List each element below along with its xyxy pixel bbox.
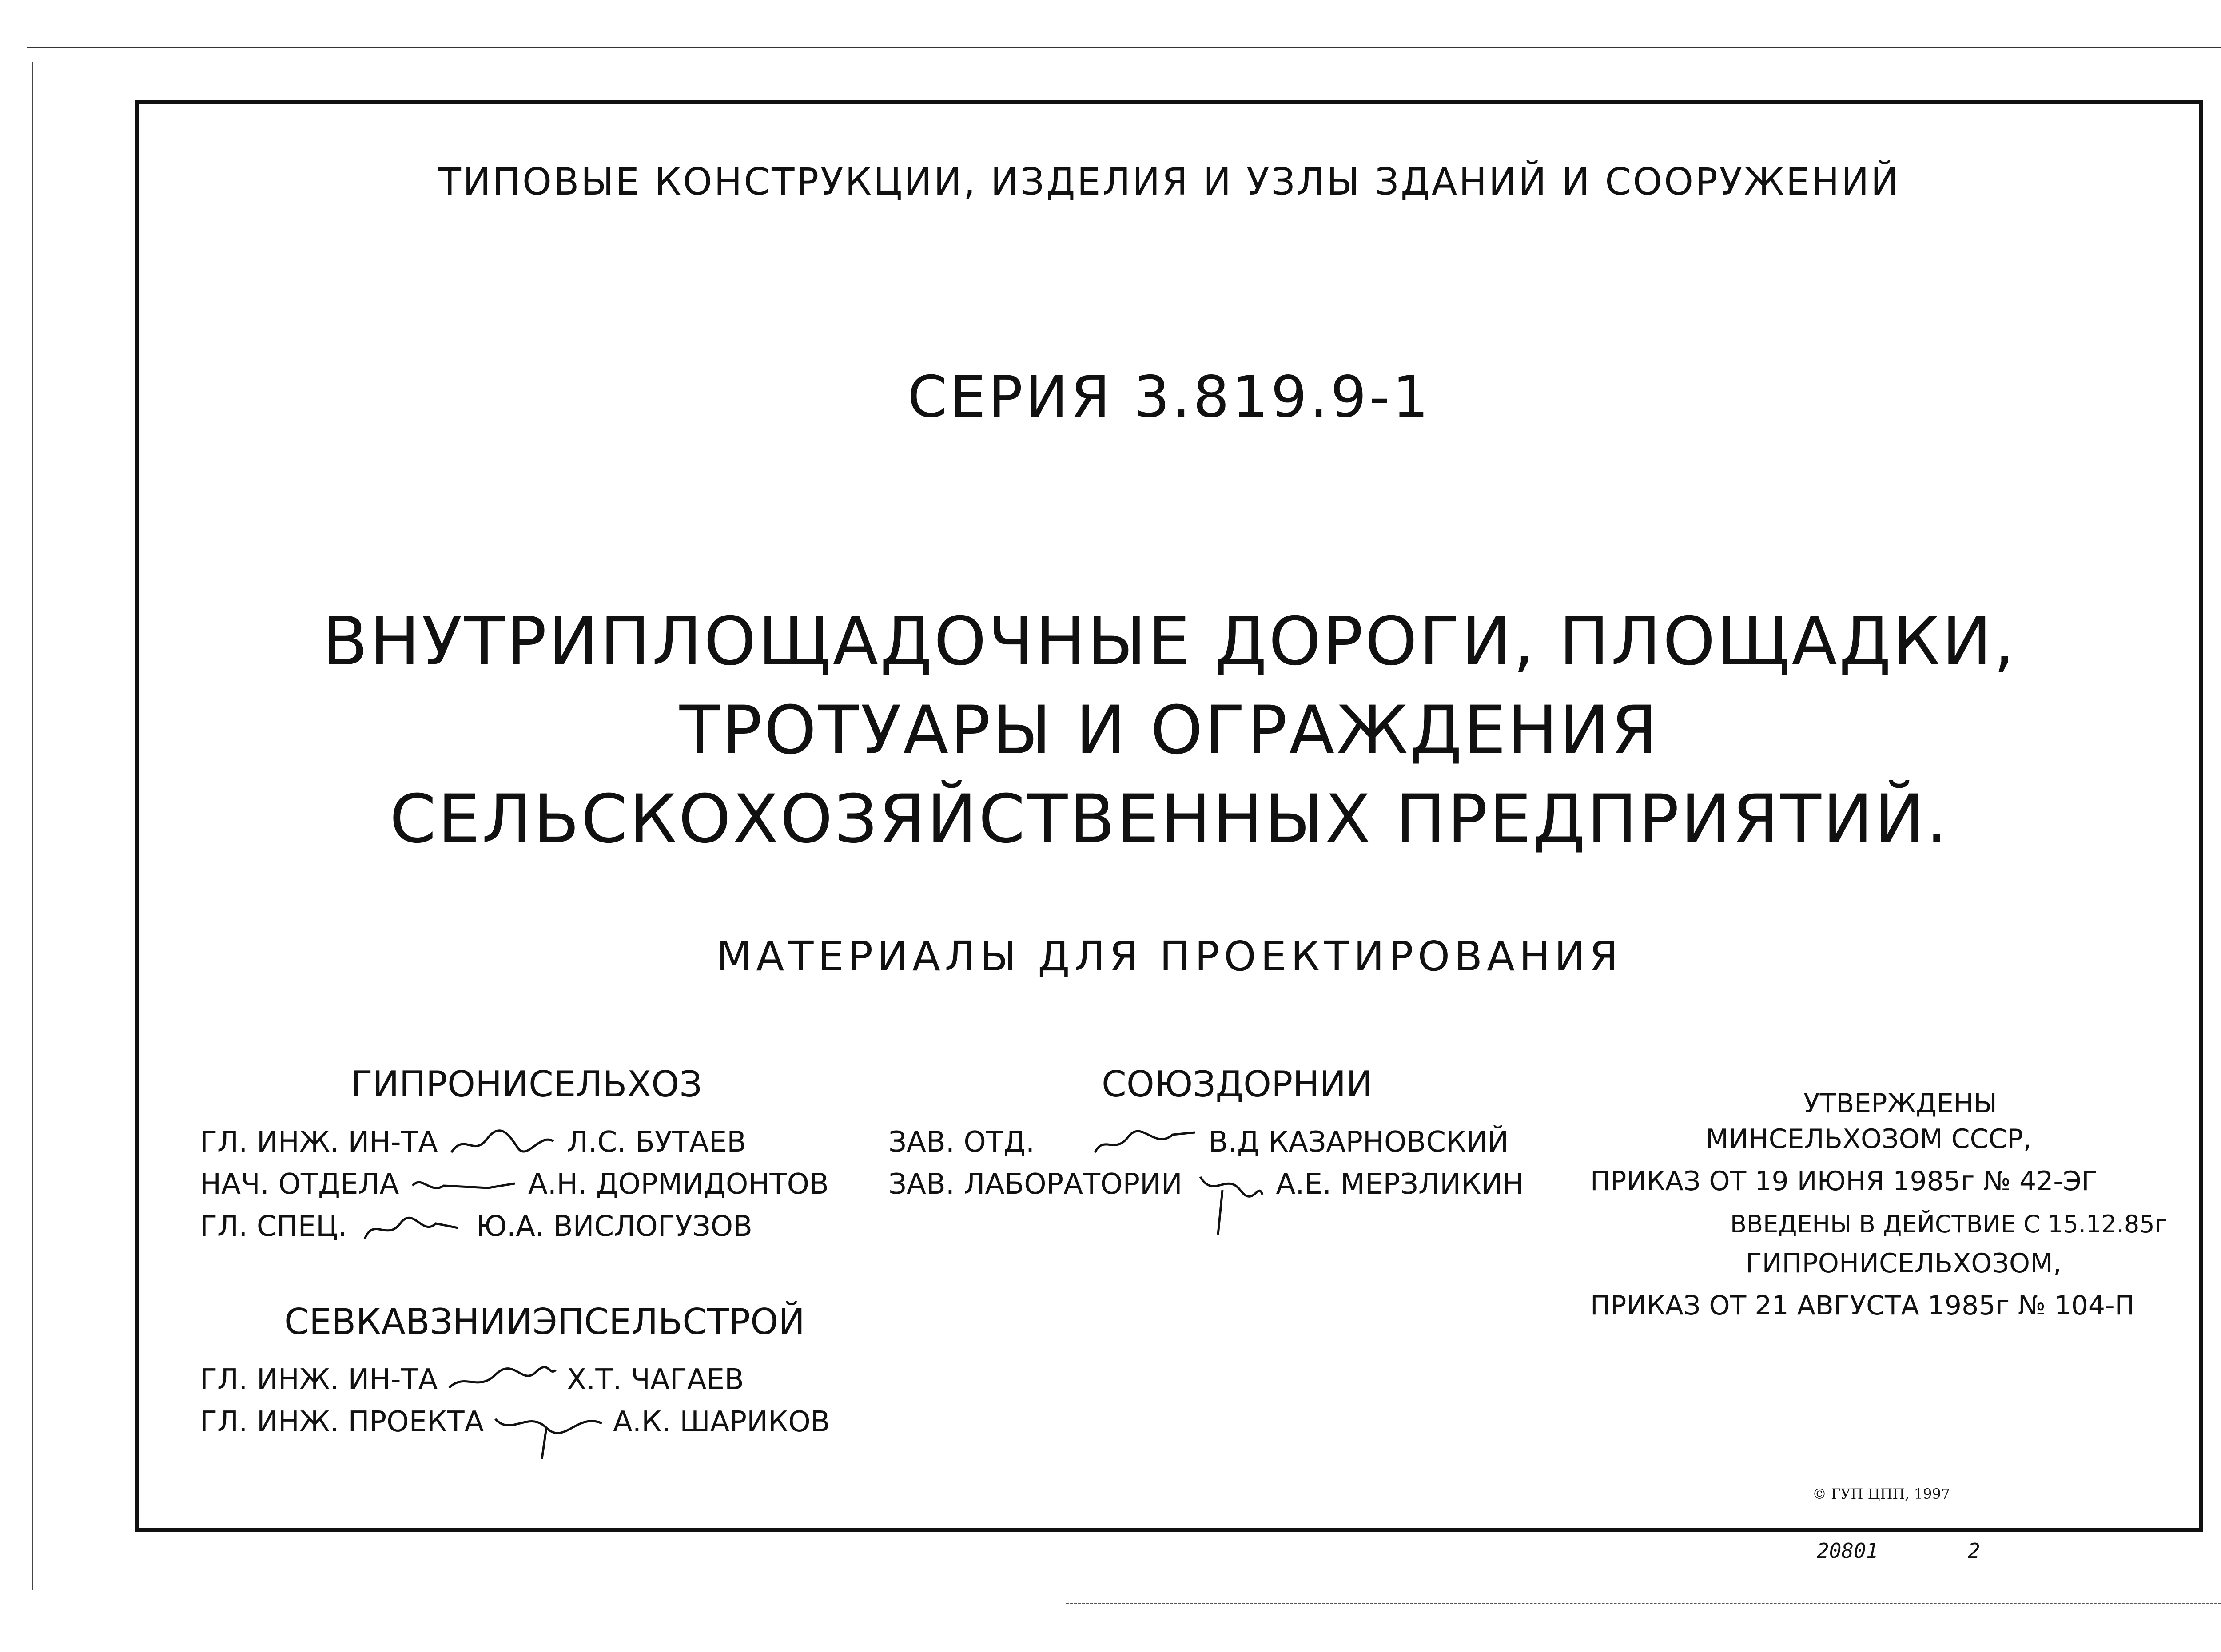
org1-row-1 [200,1126,746,1159]
approval-line-2: МИНСЕЛЬХОЗОМ СССР, [1706,1124,2032,1155]
approval-line-4: ВВЕДЕНЫ В ДЕЙСТВИЕ С 15.12.85г [1730,1210,2167,1238]
org3-row-1 [200,1363,744,1396]
person-name: Х.Т. ЧАГАЕВ [567,1363,744,1396]
person-name: А.Е. МЕРЗЛИКИН [1276,1168,1524,1201]
role-label: ГЛ. ИНЖ. ИН-ТА [200,1363,438,1396]
document-subtitle: МАТЕРИАЛЫ ДЛЯ ПРОЕКТИРОВАНИЯ [716,933,1623,980]
signature [1191,1172,1267,1199]
role-label: НАЧ. ОТДЕЛА [200,1168,399,1201]
title-line-2: ТРОТУАРЫ И ОГРАЖДЕНИЯ [679,692,1660,769]
person-name: Ю.А. ВИСЛОГУЗОВ [476,1210,753,1243]
signature [447,1368,558,1394]
approval-line-6: ПРИКАЗ ОТ 21 АВГУСТА 1985г № 104-П [1590,1290,2135,1321]
signature [447,1130,558,1157]
org3-name: СЕВКАВЗНИИЭПСЕЛЬСТРОЙ [284,1301,805,1342]
document-number: 20801 [1817,1539,1879,1563]
org1-row-3 [200,1210,752,1243]
signature [493,1410,604,1437]
scan-edge-bottom [1066,1603,2221,1604]
signature [1088,1130,1199,1157]
approval-line-5: ГИПРОНИСЕЛЬХОЗОМ, [1746,1248,2062,1279]
document-category: ТИПОВЫЕ КОНСТРУКЦИИ, ИЗДЕЛИЯ И УЗЛЫ ЗДАНИЙ И СООРУЖЕНИЙ [438,160,1901,203]
org3-row-2 [200,1406,830,1438]
signature [356,1215,467,1241]
signature [408,1172,519,1199]
role-label: ЗАВ. ЛАБОРАТОРИИ [888,1168,1182,1201]
org2-row-1 [888,1126,1509,1159]
role-label: ЗАВ. ОТД. [888,1126,1035,1159]
scan-edge-top [27,47,2221,48]
org2-name: СОЮЗДОРНИИ [1102,1064,1373,1105]
org2-row-2 [888,1168,1524,1201]
approval-line-1: УТВЕРЖДЕНЫ [1803,1088,1997,1119]
scan-edge-left [32,62,33,1590]
person-name: А.К. ШАРИКОВ [613,1406,830,1438]
role-label: ГЛ. ИНЖ. ИН-ТА [200,1126,438,1159]
series-number: СЕРИЯ 3.819.9-1 [908,364,1431,430]
org1-row-2 [200,1168,829,1201]
title-line-3: СЕЛЬСКОХОЗЯЙСТВЕННЫХ ПРЕДПРИЯТИЙ. [390,781,1949,858]
approval-line-3: ПРИКАЗ ОТ 19 ИЮНЯ 1985г № 42-ЭГ [1590,1166,2098,1197]
role-label: ГЛ. СПЕЦ. [200,1210,347,1243]
person-name: Л.С. БУТАЕВ [567,1126,747,1159]
org1-name: ГИПРОНИСЕЛЬХОЗ [351,1064,702,1105]
role-label: ГЛ. ИНЖ. ПРОЕКТА [200,1406,484,1438]
sheet-number: 2 [1968,1539,1980,1563]
person-name: В.Д КАЗАРНОВСКИЙ [1208,1126,1509,1159]
copyright-notice: © ГУП ЦПП, 1997 [1812,1485,1950,1502]
title-line-1: ВНУТРИПЛОЩАДОЧНЫЕ ДОРОГИ, ПЛОЩАДКИ, [322,603,2017,680]
person-name: А.Н. ДОРМИДОНТОВ [528,1168,829,1201]
